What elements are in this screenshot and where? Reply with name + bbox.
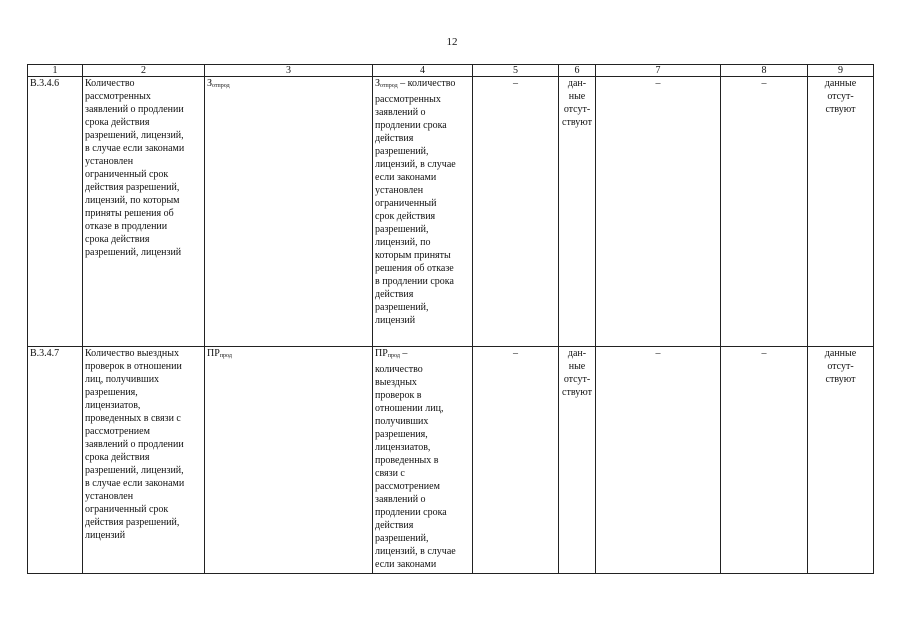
indicator-definition	[373, 77, 473, 347]
symbol-base: ПР	[207, 348, 220, 359]
indicator-table	[27, 64, 874, 574]
col8-value: –	[721, 347, 808, 574]
definition-symbol: ПР	[375, 348, 388, 359]
col9-value: данные отсут- ствуют	[808, 77, 874, 347]
col9-value: данные отсут- ствуют	[808, 347, 874, 574]
column-header: 9	[808, 65, 874, 77]
indicator-symbol	[205, 347, 373, 574]
column-header: 3	[205, 65, 373, 77]
definition-subscript: отпрод	[380, 83, 398, 89]
definition-subscript: прод	[387, 353, 400, 359]
definition-text: – количество выездных проверок в отношении лиц, получивших разрешения, лицензиатов, проведенных в связи с рассмотрением заявлений о продлении срока действия разрешений, лицензий, в случае если законами	[375, 348, 456, 570]
col5-value: –	[473, 347, 559, 574]
column-header: 6	[559, 65, 596, 77]
indicator-code: В.3.4.6	[28, 77, 83, 347]
table-row	[28, 77, 874, 347]
col5-value: –	[473, 77, 559, 347]
col6-value: дан- ные отсут- ствуют	[559, 347, 596, 574]
column-header: 5	[473, 65, 559, 77]
column-header: 1	[28, 65, 83, 77]
column-header: 7	[596, 65, 721, 77]
symbol-subscript: отпрод	[212, 83, 230, 89]
symbol-subscript: прод	[219, 353, 232, 359]
indicator-code: В.3.4.7	[28, 347, 83, 574]
indicator-definition	[373, 347, 473, 574]
col8-value: –	[721, 77, 808, 347]
definition-text: – количество рассмотренных заявлений о продлении срока действия разрешений, лицензий, в случае если законами установлен ограниченный срок действия разрешений, лицензий, по которым приняты решения об отказе в продлении срока действия разрешений, лицензий	[375, 78, 456, 326]
column-header: 8	[721, 65, 808, 77]
symbol-base: З	[207, 78, 213, 89]
indicator-symbol	[205, 77, 373, 347]
col6-value: дан- ные отсут- ствуют	[559, 77, 596, 347]
definition-symbol: З	[375, 78, 381, 89]
column-header: 4	[373, 65, 473, 77]
page-number: 12	[446, 36, 458, 48]
col7-value: –	[596, 77, 721, 347]
indicator-description: Количество выездных проверок в отношении лиц, получивших разрешения, лицензиатов, проведенных в связи с рассмотрением заявлений о продлении срока действия разрешений, лицензий, в случае если законами установлен ограниченный срок действия разрешений, лицензий	[83, 347, 205, 574]
column-header: 2	[83, 65, 205, 77]
col7-value: –	[596, 347, 721, 574]
indicator-description: Количество рассмотренных заявлений о продлении срока действия разрешений, лицензий, в случае если законами установлен ограниченный срок действия разрешений, лицензий, по которым приняты решения об отказе в продлении срока действия разрешений, лицензий	[83, 77, 205, 347]
table-row	[28, 347, 874, 574]
header-row	[28, 65, 874, 77]
